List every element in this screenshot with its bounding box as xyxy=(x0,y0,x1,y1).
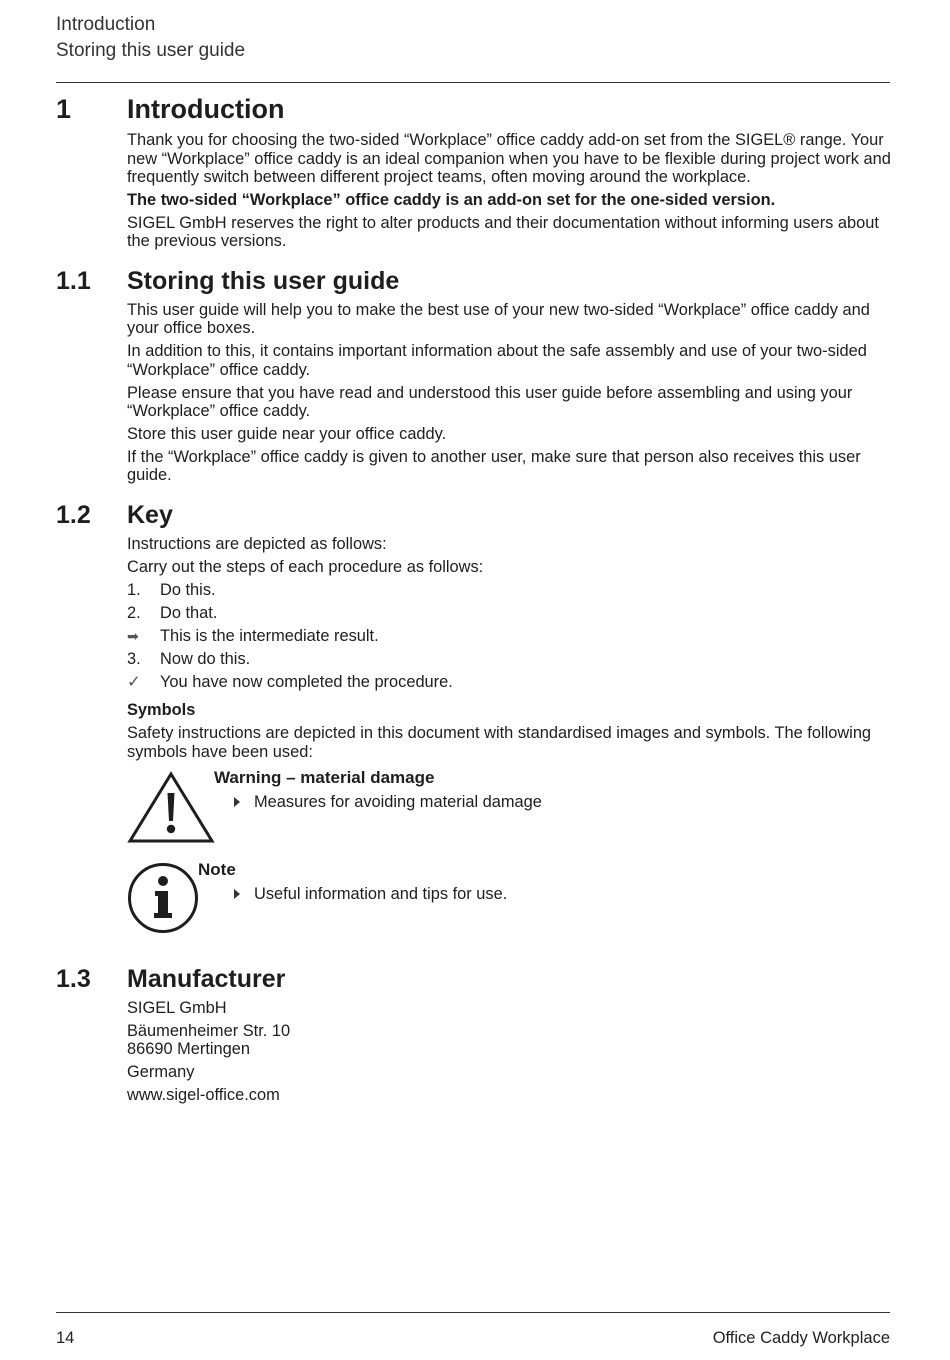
step-text: Do this. xyxy=(160,580,216,599)
running-header-section: Storing this user guide xyxy=(56,40,246,61)
warning-title: Warning – material damage xyxy=(214,768,435,788)
paragraph-bold: The two-sided “Workplace” office caddy is an add-on set for the one-sided version. xyxy=(127,190,776,209)
page-content xyxy=(56,92,896,1109)
section-heading xyxy=(56,499,896,531)
paragraph: Safety instructions are depicted in this document with standardised images and symbols. The following symbols have been used: xyxy=(127,724,872,761)
section-manufacturer xyxy=(56,963,896,1105)
paragraph: Please ensure that you have read and understood this user guide before assembling and using your “Workplace” office caddy. xyxy=(127,383,853,421)
website-link[interactable]: www.sigel-office.com xyxy=(127,1086,280,1105)
paragraph: In addition to this, it contains important information about the safe assembly and use of your two-sided “Workplace” office caddy. xyxy=(127,342,867,379)
note-title: Note xyxy=(198,860,236,880)
page-number: 14 xyxy=(56,1329,75,1347)
section-heading xyxy=(56,92,896,126)
warning-triangle-icon xyxy=(127,771,215,845)
paragraph: Store this user guide near your office caddy. xyxy=(127,424,447,443)
info-circle-icon xyxy=(127,862,199,934)
warning-item-text: Measures for avoiding material damage xyxy=(254,793,542,812)
note-item-text: Useful information and tips for use. xyxy=(254,885,508,904)
bullet-icon xyxy=(234,797,240,807)
note-item xyxy=(234,885,507,904)
step-number: 2. xyxy=(127,603,141,622)
step-number: 1. xyxy=(127,580,141,599)
footer-rule xyxy=(56,1312,890,1313)
paragraph: Thank you for choosing the two-sided “Workplace” office caddy add-on set from the SIGEL® range. Your new “Workplace” office caddy is an ideal companion when you have to be flexible during project work and frequently switch between different project teams, often moving around the workplace. xyxy=(127,131,891,186)
section-title: Manufacturer xyxy=(127,965,286,994)
section-number: 1.3 xyxy=(56,965,91,994)
section-heading xyxy=(56,963,896,995)
address-city: 86690 Mertingen xyxy=(127,1040,251,1059)
paragraph: Instructions are depicted as follows: xyxy=(127,534,387,553)
list-item xyxy=(127,627,897,646)
section-number: 1 xyxy=(56,94,72,124)
step-number: 3. xyxy=(127,649,141,668)
address-country: Germany xyxy=(127,1063,195,1082)
bullet-icon xyxy=(234,889,240,899)
warning-symbol-block xyxy=(127,767,897,859)
footer-product-name: Office Caddy Workplace xyxy=(712,1329,890,1347)
section-storing-guide xyxy=(56,265,896,485)
paragraph: If the “Workplace” office caddy is given to another user, make sure that person also receives this user guide. xyxy=(127,447,861,485)
step-text: You have now completed the procedure. xyxy=(160,672,453,691)
step-text: Now do this. xyxy=(160,649,251,668)
list-item xyxy=(127,673,897,692)
step-text: Do that. xyxy=(160,603,218,622)
list-item xyxy=(127,581,897,600)
checkmark-icon: ✓ xyxy=(127,672,141,691)
symbols-heading: Symbols xyxy=(127,701,196,720)
running-header xyxy=(56,12,245,64)
step-list xyxy=(127,581,897,692)
section-key xyxy=(56,499,896,941)
running-header-chapter: Introduction xyxy=(56,14,156,35)
address-street: Bäumenheimer Str. 10 xyxy=(127,1021,291,1040)
arrow-right-icon: ➡ xyxy=(127,627,139,644)
section-introduction xyxy=(56,92,896,251)
step-text: This is the intermediate result. xyxy=(160,626,379,645)
section-heading xyxy=(56,265,896,297)
section-title: Storing this user guide xyxy=(127,266,400,295)
paragraph: This user guide will help you to make the best use of your new two-sided “Workplace” office caddy and your office boxes. xyxy=(127,300,870,338)
list-item xyxy=(127,650,897,669)
section-title: Introduction xyxy=(127,94,285,124)
section-title: Key xyxy=(127,500,173,529)
header-rule xyxy=(56,82,890,83)
company-name: SIGEL GmbH xyxy=(127,999,227,1018)
note-symbol-block xyxy=(127,861,897,941)
paragraph: SIGEL GmbH reserves the right to alter products and their documentation without informing users about the previous versions. xyxy=(127,213,879,251)
section-number: 1.2 xyxy=(56,500,91,529)
section-number: 1.1 xyxy=(56,266,91,295)
warning-item xyxy=(234,793,542,812)
list-item xyxy=(127,604,897,623)
paragraph: Carry out the steps of each procedure as follows: xyxy=(127,557,484,576)
